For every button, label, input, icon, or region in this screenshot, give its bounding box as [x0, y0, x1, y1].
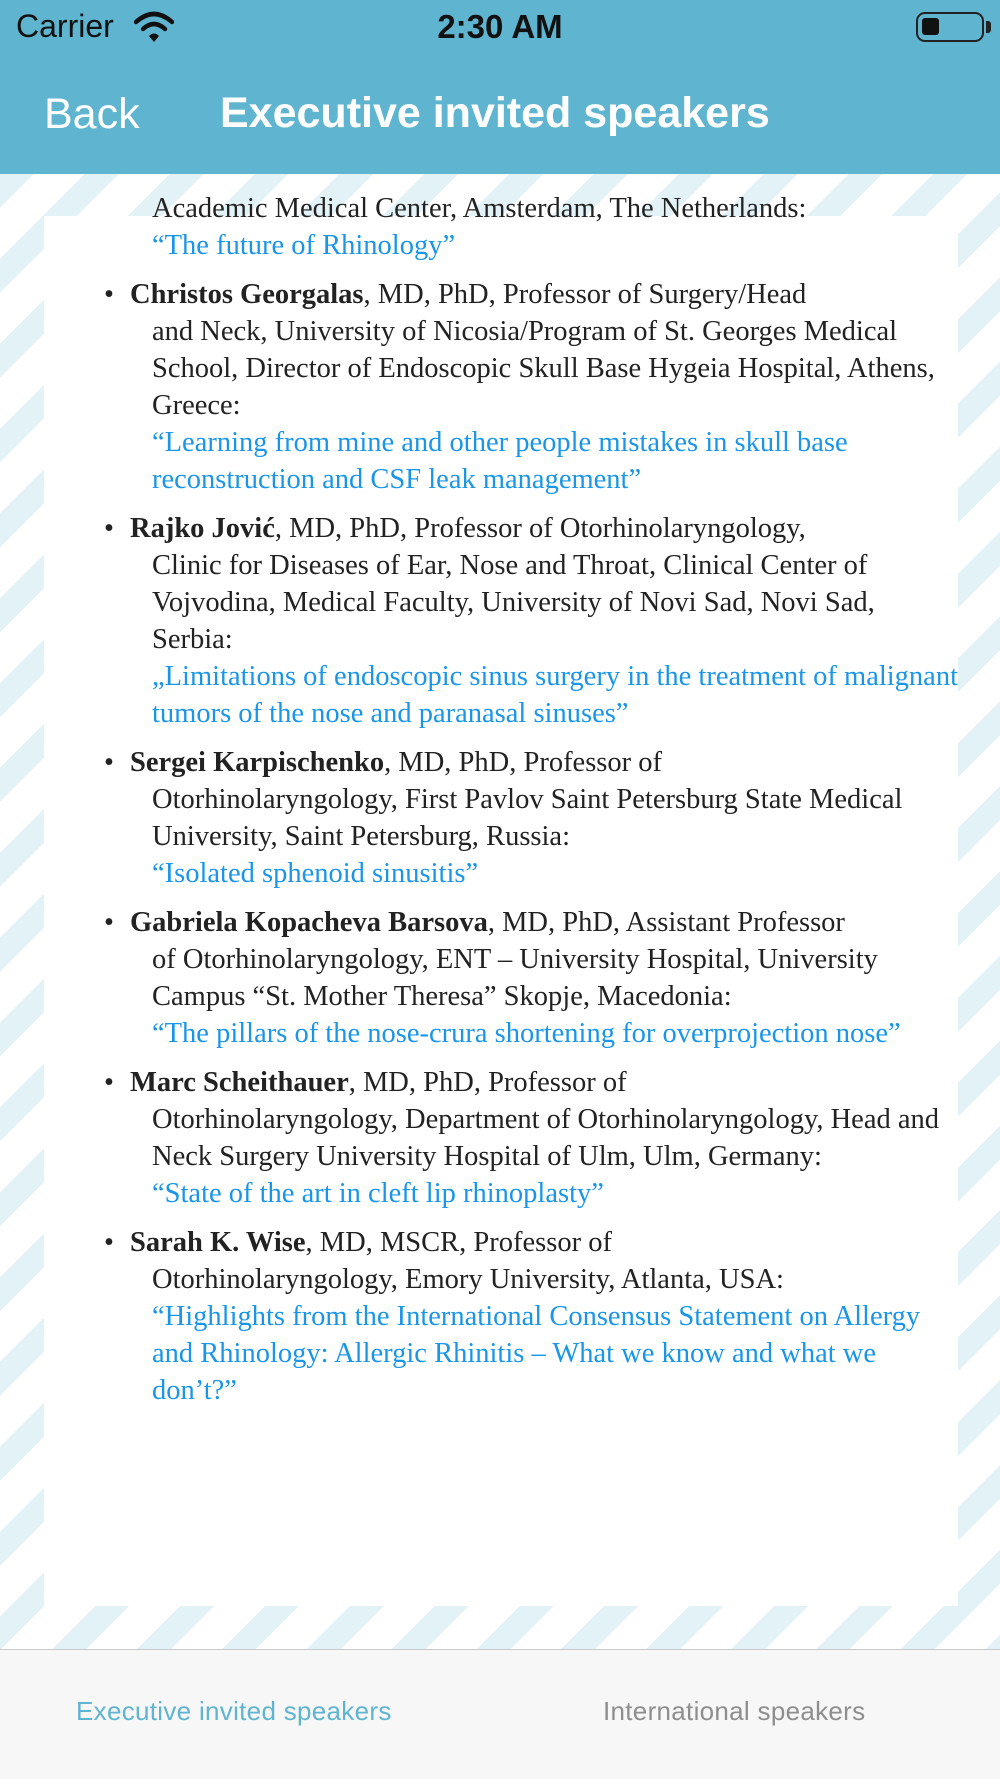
talk-title: “Learning from mine and other people mistakes in skull base reconstruction and CSF leak management”	[152, 427, 848, 495]
speaker-credentials: , MD, MSCR, Professor of	[305, 1227, 612, 1258]
tab-bar	[0, 1649, 1000, 1779]
speaker-credentials: , MD, PhD, Professor of Surgery/Head	[363, 279, 807, 310]
speaker-credentials: , MD, PhD, Professor of	[384, 747, 662, 778]
speaker-name: Christos Georgalas	[130, 279, 364, 310]
status-time: 2:30 AM	[437, 8, 563, 45]
document-page	[44, 193, 959, 1606]
talk-title: “Highlights from the International Consensus Statement on Allergy and Rhinology: Allergic Rhinitis – What we know and what we don’t?”	[152, 1301, 921, 1406]
speaker-name: Sergei Karpischenko	[130, 747, 385, 778]
speaker-affiliation: Otorhinolaryngology, Department of Otorhinolaryngology, Head and Neck Surgery University Hospital of Ulm, Ulm, Germany:	[152, 1104, 939, 1172]
tab-international-speakers[interactable]: International speakers	[603, 1696, 866, 1726]
speaker-credentials: , MD, PhD, Assistant Professor	[487, 907, 845, 938]
back-button[interactable]: Back	[44, 90, 140, 138]
speaker-entry	[44, 510, 958, 732]
speaker-affiliation: Otorhinolaryngology, Emory University, Atlanta, USA:	[152, 1264, 784, 1295]
speaker-affiliation: Otorhinolaryngology, First Pavlov Saint Petersburg State Medical University, Saint Petersburg, Russia:	[152, 784, 903, 852]
talk-title: „Limitations of endoscopic sinus surgery in the treatment of malignant tumors of the nose and paranasal sinuses”	[152, 661, 959, 729]
navigation-bar	[0, 56, 1000, 174]
tab-executive-invited-speakers[interactable]: Executive invited speakers	[76, 1696, 392, 1726]
battery-tip	[986, 21, 991, 33]
speaker-credentials: , MD, PhD, Professor of Otorhinolaryngology,	[274, 513, 806, 544]
battery-level	[922, 18, 939, 35]
speaker-name: Gabriela Kopacheva Barsova	[130, 907, 488, 938]
speaker-affiliation: Academic Medical Center, Amsterdam, The Netherlands:	[152, 193, 807, 224]
battery-icon	[916, 12, 984, 42]
speaker-entry	[44, 1224, 958, 1409]
bullet: •	[104, 907, 114, 938]
speaker-entry	[44, 744, 958, 892]
status-bar	[0, 0, 1000, 56]
speaker-affiliation: Clinic for Diseases of Ear, Nose and Throat, Clinical Center of Vojvodina, Medical Faculty, University of Novi Sad, Novi Sad, Serbia:	[152, 550, 875, 655]
speakers-content[interactable]	[0, 174, 1000, 1649]
speaker-entry	[44, 904, 958, 1052]
speaker-name: Sarah K. Wise	[130, 1227, 306, 1258]
speaker-affiliation: of Otorhinolaryngology, ENT – University Hospital, University Campus “St. Mother Theresa” Skopje, Macedonia:	[152, 944, 878, 1012]
talk-title: “The future of Rhinology”	[152, 230, 456, 261]
talk-title: “The pillars of the nose-crura shortening for overprojection nose”	[152, 1018, 901, 1049]
bullet: •	[104, 1067, 114, 1098]
speaker-name: Marc Scheithauer	[130, 1067, 349, 1098]
speaker-affiliation: and Neck, University of Nicosia/Program of St. Georges Medical School, Director of Endoscopic Skull Base Hygeia Hospital, Athens, Greece:	[152, 316, 935, 421]
bullet: •	[104, 513, 114, 544]
speaker-name: Rajko Jović	[130, 513, 275, 544]
bullet: •	[104, 279, 114, 310]
speaker-entry	[44, 190, 958, 264]
bullet: •	[104, 1227, 114, 1258]
speaker-credentials: , MD, PhD, Professor of	[348, 1067, 627, 1098]
talk-title: “State of the art in cleft lip rhinoplasty”	[152, 1178, 604, 1209]
talk-title: “Isolated sphenoid sinusitis”	[152, 858, 479, 889]
speaker-list	[44, 190, 958, 1421]
speaker-entry	[44, 276, 958, 498]
speaker-entry	[44, 1064, 958, 1212]
bullet: •	[104, 747, 114, 778]
page-title: Executive invited speakers	[220, 89, 770, 137]
carrier-label: Carrier	[16, 8, 114, 44]
